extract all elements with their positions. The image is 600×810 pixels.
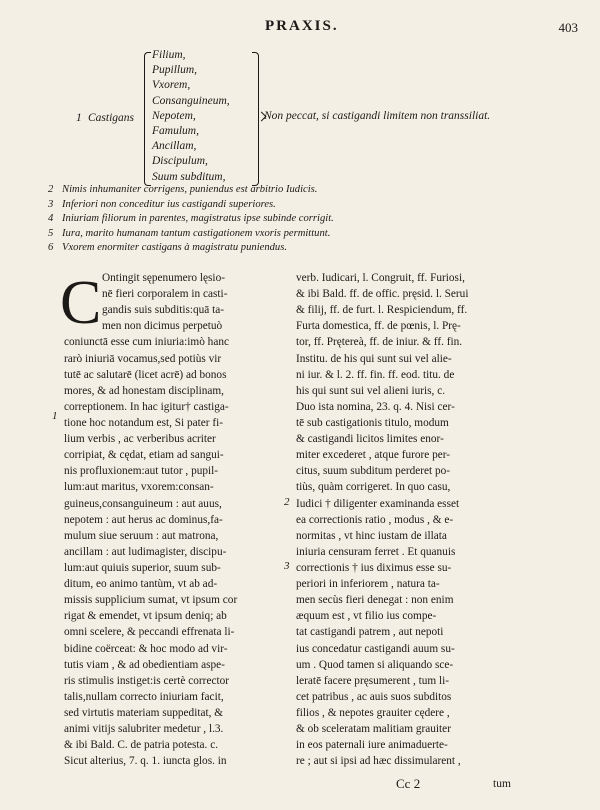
text-line: & filij, ff. de furt. l. Respiciendum, ff. [296,304,468,317]
text-line: ni iur. & l. 2. ff. fin. ff. eod. titu. de [296,368,455,381]
summary-item: 2 Nimis inhumaniter corrigens, puniendus est arbitrio Iudicis. [48,184,318,195]
outline-object-list [152,48,230,185]
text-line: animi vitijs salubriter medetur , l.3. [64,723,224,736]
summary-list [48,183,548,256]
text-line: men secùs fieri denegat : non enim [296,594,454,607]
text-line: æquum est , vt filio ius compe- [296,610,437,623]
right-brace [252,52,259,186]
outline-object: Nepotem, [152,109,196,122]
text-line: ancillam : aut ludimagister, discipu- [64,545,227,558]
text-line: tat castigandi patrem , aut nepoti [296,626,444,639]
outline-object: Discipulum, [152,155,208,168]
outline-object: Consanguineum, [152,94,230,107]
running-title: PRAXIS. [265,18,339,34]
summary-item: 5 Iura, marito humanam tantum castigationem vxoris permittunt. [48,227,331,239]
text-line: miter excederet , atque furore per- [296,449,451,462]
text-line: iniuria censuram ferret . Et quanuis [296,545,456,558]
outline-object: Ancillam, [152,140,197,153]
text-line: correptionem. In hac igitur† castiga- [64,400,229,413]
text-line: mores, & ad honestam disciplinam, [64,384,225,397]
text-line: omni scelere, & peccandi effrenata li- [64,626,235,639]
text-line: leratē facere pręsumerent , tum li- [296,674,450,687]
text-line: ditum, eo animo tantùm, vt ab ad- [64,578,218,591]
text-line: his qui sunt sui vel alieni iuris, c. [296,384,446,397]
margin-note-number: 1 [52,410,58,422]
text-line: lum:aut maritus, vxorem:consan- [64,481,214,494]
text-line: guineus,consanguineum : aut auus, [64,497,222,510]
text-line: bidine coërceat: & hoc modo ad vir- [64,642,228,655]
page-footer [0,776,600,810]
text-line: mulum siue seruum : aut matrona, [64,529,219,542]
outline-number: 1 [76,112,82,124]
running-header [0,18,600,38]
text-line: ius concedatur castigandi auum su- [296,642,455,655]
text-line: & castigandi licitos limites enor- [296,433,444,446]
text-line: um . Quod tamen si aliquando sce- [296,658,454,671]
text-line: lum:aut quiuis superior, suum sub- [64,561,221,574]
text-line: tutis viam , & ad obedientiam aspe- [64,658,225,671]
text-line: Institu. de his qui sunt sui vel alie- [296,352,452,365]
text-line: rarò iniuriā vocamus,sed potiùs vir [64,352,222,365]
text-line: gandis suis subditis:quā ta- [102,304,225,317]
text-line: & ibi Bald. ff. de offic. pręsid. l. Serui [296,288,469,301]
text-line: Duo ista nomina, 23. q. 4. Nisi cer- [296,400,455,413]
text-line: corripiat, & cędat, etiam ad sangui- [64,449,224,462]
text-line: normitas , vt hinc iustam de illata [296,529,447,542]
text-line: Iudici † diligenter examinanda esset [296,497,460,510]
outline-subject: Castigans [88,112,135,124]
left-brace [144,52,151,186]
text-line: Sicut alterius, 7. q. 1. iuncta glos. in [64,755,227,768]
text-line: cet patribus , ac auis suos subditos [296,690,452,703]
catchword: tum [493,778,511,790]
text-line: Furta domestica, ff. de pœnis, l. Prę- [296,320,461,333]
text-line: verb. Iudicari, l. Congruit, ff. Furiosi, [296,272,465,284]
text-line: in eos paternali iure animaduerte- [296,739,448,752]
text-line: men non dicimus perpetuò [102,320,223,333]
outline-object: Vxorem, [152,79,191,92]
text-line: & ibi Bald. C. de patria potesta. c. [64,739,219,752]
text-line: sed virtutis materiam suppeditat, & [64,706,224,719]
outline-conclusion: Non peccat, si castigandi limitem non transsiliat. [264,110,491,122]
text-line: tē sub castigationis titulo, modum [296,416,449,429]
text-line: re ; aut si ipsi ad hæc dissimularent , [296,755,461,768]
text-line: & ob sceleratam malitiam grauiter [296,723,451,736]
text-line: correctionis † ius diximus esse su- [296,561,452,574]
text-line: ris stimulis instiget:is certè corrector [64,674,230,687]
text-line: nis profluxionem:aut tutor , pupil- [64,465,219,478]
outline-object: Famulum, [152,124,199,137]
outline-object: Suum subditum, [152,170,226,183]
text-line: coniunctā esse cum iniuria:imò hanc [64,336,230,349]
text-line: periori in inferiorem , natura ta- [296,578,440,591]
text-line: filios , & nepotes grauiter cędere , [296,706,450,719]
text-line: rigat & emendet, vt ipsum deniq; ab [64,610,227,623]
summary-item: 3 Inferiori non conceditur ius castigandi superiores. [48,198,276,210]
bracket-outline [0,48,600,188]
text-line: nepotem : aut herus ac dominus,fa- [64,513,223,526]
text-line: missis supplicium sumat, vt ipsum cor [64,594,238,607]
text-line: tione hoc notandum est, Si pater fi- [64,416,224,429]
summary-item: 4 Iniuriam filiorum in parentes, magistratus ipse subinde corrigit. [48,213,334,225]
text-line: talis,nullam correcto iniuriam facit, [64,690,224,703]
text-line: nē fieri corporalem in casti- [102,288,228,301]
text-line: tor, ff. Prętereà, ff. de iniur. & ff. fin. [296,336,463,349]
outline-object: Pupillum, [152,64,198,77]
right-text-column [296,270,522,769]
text-line: tiùs, quàm corrigeret. In quo casu, [296,481,451,494]
text-line: Ontingit sępenumero lęsio- [102,272,225,284]
text-line: tutē ac salutarē (licet acrē) ad bonos [64,368,227,381]
drop-capital: C [60,269,102,337]
page-number: 403 [558,20,578,35]
text-line: ea correctionis ratio , modus , & e- [296,513,454,526]
text-line: citus, suum subditum perderet po- [296,465,451,478]
signature-mark: Cc 2 [396,776,421,791]
left-text-column [64,270,286,769]
outline-object: Filium, [152,49,186,61]
text-line: lium verbis , ac verberibus acriter [64,433,216,446]
summary-item: 6 Vxorem enormiter castigans à magistratu puniendus. [48,242,288,254]
margin-note-number: 2 [284,496,290,508]
margin-note-number: 3 [284,560,290,572]
